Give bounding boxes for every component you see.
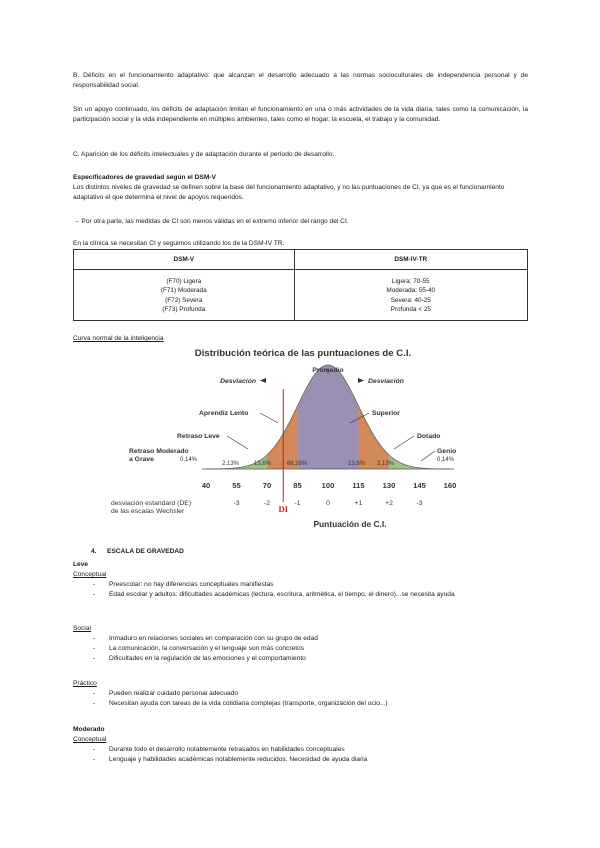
chart-title: Distribución teórica de las puntuaciones de C.I. xyxy=(194,348,412,359)
clinic-note: En la clínica se necesitan CI y seguimos utilizando los de la DSM-IV TR. xyxy=(73,240,285,247)
list-item: - Necesitan ayuda con tareas de la vida cotidiana complejas (transporte, organización del ocio...) xyxy=(93,699,528,709)
de-tick-label: +1 xyxy=(354,500,363,507)
de-label-line2: de las escalas Wechsler xyxy=(111,508,185,515)
list-item: - Dificultades en la regulación de las emociones y el comportamiento xyxy=(93,654,528,664)
de-label-line1: desviación estandard (DE) xyxy=(111,500,192,507)
label-aprendiz-lento: Aprendiz Lento xyxy=(199,410,249,417)
table-cell-line: Severa: 40-25 xyxy=(390,296,431,304)
dsm-table xyxy=(73,249,528,321)
x-axis-label: Puntuación de C.I. xyxy=(313,519,387,529)
x-tick-label: 55 xyxy=(232,481,241,490)
arrow-right-icon xyxy=(358,378,364,383)
percent-label: 0,14% xyxy=(437,457,455,463)
paragraph-criterion-c: C. Aparición de los déficits intelectuales y de adaptación durante el período de desarrollo. xyxy=(73,151,335,158)
section-title: ESCALA DE GRAVEDAD xyxy=(107,548,184,555)
label-genio: Genio xyxy=(437,448,457,455)
label-retraso-moderado: Retraso Moderado xyxy=(129,448,189,455)
percent-label: 2,13% xyxy=(222,461,240,467)
list-leve-social xyxy=(93,634,528,665)
label-a-grave: a Grave xyxy=(129,456,154,463)
leader-line xyxy=(260,413,278,423)
list-moderado-conceptual xyxy=(93,745,528,765)
percent-label: 2,13% xyxy=(377,461,395,467)
list-item: - Edad escolar y adultos: dificultades académicas (lectura, escritura, aritmética, el tiempo, el dinero)...se necesita ayuda xyxy=(93,590,528,600)
table-header-dsm4: DSM-IV-TR xyxy=(294,250,527,270)
specifiers-heading: Especificadores de gravedad según el DSM-V xyxy=(73,174,216,181)
table-cell-dsm5 xyxy=(74,270,295,321)
section-number: 4. xyxy=(91,548,97,555)
label-desviacion-left: Desviación xyxy=(220,378,256,385)
label-desviacion-right: Desviación xyxy=(368,378,404,385)
percent-label: 13,6% xyxy=(348,461,366,467)
heading-social: Social xyxy=(73,625,91,632)
arrow-note: → Por otra parte, las medidas de CI son menos válidas en el extremo inferior del rango del CI. xyxy=(73,218,349,225)
percent-label: 68,26% xyxy=(286,461,308,467)
section-heading xyxy=(91,548,184,555)
list-item: - Lenguaje y habilidades académicas notablemente reducidos. Necesidad de ayuda diaria xyxy=(93,755,528,765)
label-dotado: Dotado xyxy=(417,433,441,440)
paragraph-support: Sin un apoyo continuado, los déficits de adaptación limitan el funcionamiento en una o más actividades de la vida diaria, tales como la comunicación, la participación social y la vida independiente en múltiples ambientes, tales como el hogar, la escuela, el trabajo y la comunidad. xyxy=(73,106,528,124)
table-cell-line: (F71) Moderada xyxy=(160,287,207,295)
leader-line xyxy=(394,436,414,449)
label-superior: Superior xyxy=(372,410,400,417)
heading-conceptual-moderado: Conceptual xyxy=(73,736,107,743)
iq-distribution-chart xyxy=(110,345,490,537)
x-tick-label: 145 xyxy=(413,481,426,490)
de-tick-label: -3 xyxy=(233,500,240,507)
curve-link[interactable]: Curva normal de la inteligencia xyxy=(73,335,164,342)
table-cell-line: Profunda < 25 xyxy=(390,306,431,314)
de-tick-label: -3 xyxy=(416,500,423,507)
leader-line xyxy=(421,451,435,461)
label-promedio: Promedio xyxy=(312,367,344,374)
leader-line xyxy=(227,436,248,449)
specifiers-text: Los distintos niveles de gravedad se definen sobre la base del funcionamiento adaptativo, y no las puntuaciones de CI, ya que es el funcionamiento adaptativo el que determina el nivel de apoyos requeridos. xyxy=(73,184,505,202)
percent-label: 0,14% xyxy=(180,457,198,463)
table-cell-dsm4 xyxy=(294,270,527,321)
x-tick-label: 130 xyxy=(382,481,396,490)
x-tick-label: 85 xyxy=(293,481,302,490)
table-cell-line: (F72) Severa xyxy=(165,296,203,304)
list-leve-conceptual xyxy=(93,580,528,600)
de-tick-label: 0 xyxy=(326,500,330,507)
heading-moderado: Moderado xyxy=(73,726,105,733)
table-header-dsm5: DSM-V xyxy=(74,250,295,270)
list-item: - Pueden realizar cuidado personal adecuado xyxy=(93,689,528,699)
heading-leve: Leve xyxy=(73,561,89,568)
table-cell-line: (F73) Profunda xyxy=(162,306,206,314)
arrow-left-icon xyxy=(260,378,266,383)
percent-label: 13,6% xyxy=(254,461,272,467)
table-cell-line: (F70) Ligera xyxy=(166,278,202,285)
table-cell-line: Ligera: 70-55 xyxy=(391,278,430,285)
paragraph-criterion-b: B. Déficits en el funcionamiento adaptativo: que alcanzan el desarrollo adecuado a las normas socioculturales de independencia personal y de responsabilidad social. xyxy=(73,72,528,90)
list-item: - Inmaduro en relaciones sociales en comparación con su grupo de edad xyxy=(93,634,528,644)
list-item: - La comunicación, la conversación y el lenguaje son más concretos xyxy=(93,644,528,654)
de-tick-label: -1 xyxy=(294,500,301,507)
list-leve-practico xyxy=(93,689,528,709)
heading-practico: Práctico xyxy=(73,680,97,687)
de-axis-ticks xyxy=(233,500,422,507)
di-label: DI xyxy=(278,504,289,514)
de-tick-label: +2 xyxy=(385,500,393,507)
x-tick-label: 160 xyxy=(443,481,457,490)
x-axis-ticks xyxy=(202,481,457,490)
de-tick-label: -2 xyxy=(263,500,271,507)
center-region xyxy=(298,365,359,469)
x-tick-label: 100 xyxy=(321,481,335,490)
label-retraso-leve: Retraso Leve xyxy=(177,433,220,440)
heading-conceptual: Conceptual xyxy=(73,571,107,578)
x-tick-label: 115 xyxy=(352,481,365,490)
table-cell-line: Moderada: 55-40 xyxy=(386,287,436,295)
x-tick-label: 40 xyxy=(201,481,211,490)
list-item: - Durante todo el desarrollo notablemente retrasados en habilidades conceptuales xyxy=(93,745,528,755)
x-tick-label: 70 xyxy=(262,481,272,490)
list-item: - Preescolar: no hay diferencias conceptuales manifiestas xyxy=(93,580,528,590)
